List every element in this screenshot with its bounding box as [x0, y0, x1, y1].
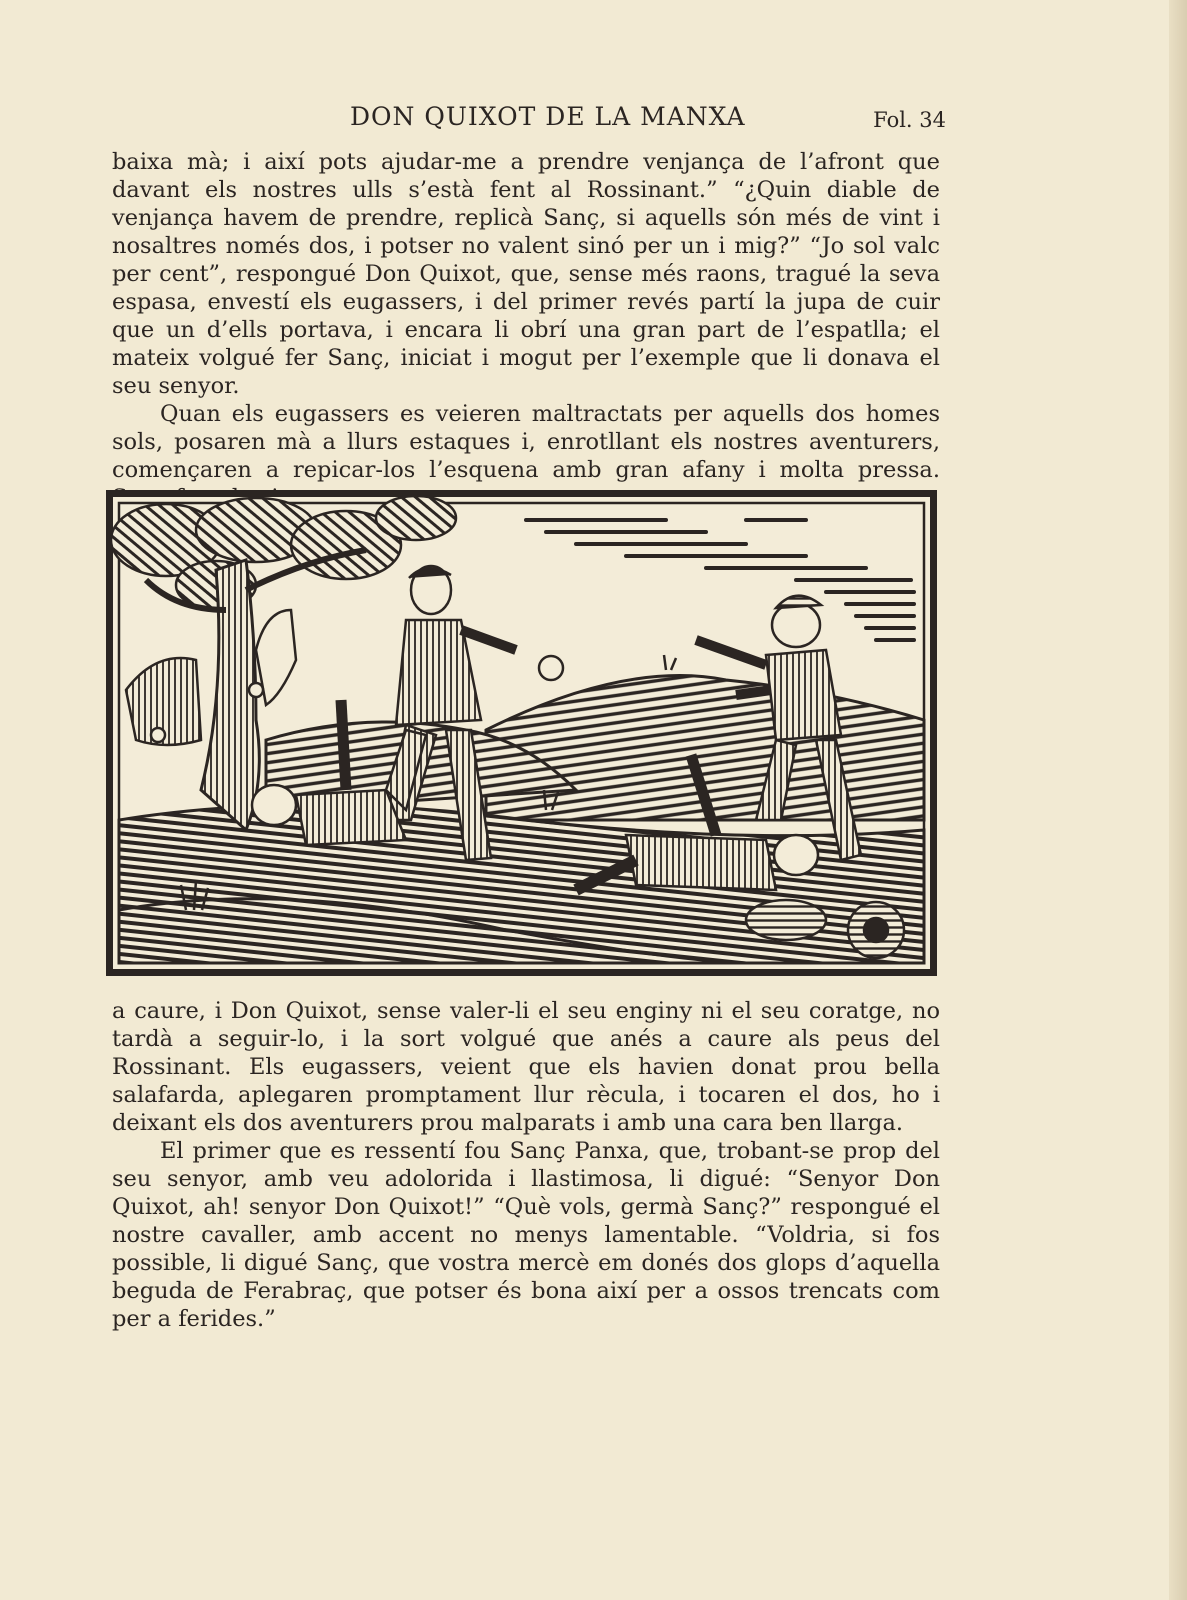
paragraph: a caure, i Don Quixot, sense valer-li el seu enginy ni el seu coratge, no tardà a seguir-lo, i la sort volgué que anés a caure als peus del Rossinant. Els eugassers, veient que els havien donat prou bella salafarda, aplegaren promptament llur rècula, i tocaren el dos, ho i deixant els dos aventurers prou malparats i amb una cara ben llarga. [112, 998, 940, 1136]
running-title: DON QUIXOT DE LA MANXA [350, 102, 746, 131]
text-block-top [112, 148, 940, 512]
paragraph: El primer que es ressentí fou Sanç Panxa, que, trobant-se prop del seu senyor, amb veu adolorida i llastimosa, li digué: “Senyor Don Quixot, ah! senyor Don Quixot!” “Què vols, germà Sanç?” respongué el nostre cavaller, amb accent no menys lamentable. “Voldria, si fos possible, li digué Sanç, que vostra mercè em donés dos glops d’aquella beguda de Ferabraç, que potser és bona així per a ossos trencats com per a ferides.” [112, 1138, 940, 1332]
text-block-bottom [112, 997, 940, 1333]
folio-number: Fol. 34 [873, 108, 946, 132]
page-edge [1169, 0, 1187, 1600]
paragraph: Quan els eugassers es veieren maltractats per aquells dos homes sols, posaren mà a llurs estaques i, enrotllant els nostres aventurers, començaren a repicar-los l’esquena amb gran afany i molta pressa. [112, 401, 940, 483]
paragraph: baixa mà; i així pots ajudar-me a prendre venjança de l’afront que davant els nostres ulls s’està fent al Rossinant.” “¿Quin diable de venjança havem de prendre, replicà Sanç, si aquells són més de vint i nosaltres només dos, i potser no valent sinó per un i mig?” “Jo sol valc per cent”, respongué Don Quixot, que, sense més raons, tragué la seva espasa, envestí els eugassers, i del primer revés partí la jupa de cuir que un d’ells portava, i encara li obrí una gran part de l’espatlla; el mateix volgué fer Sanç, iniciat i mogut per l’exemple que li donava el seu senyor. [112, 149, 940, 399]
running-head [110, 98, 946, 138]
woodcut-illustration [106, 490, 937, 976]
